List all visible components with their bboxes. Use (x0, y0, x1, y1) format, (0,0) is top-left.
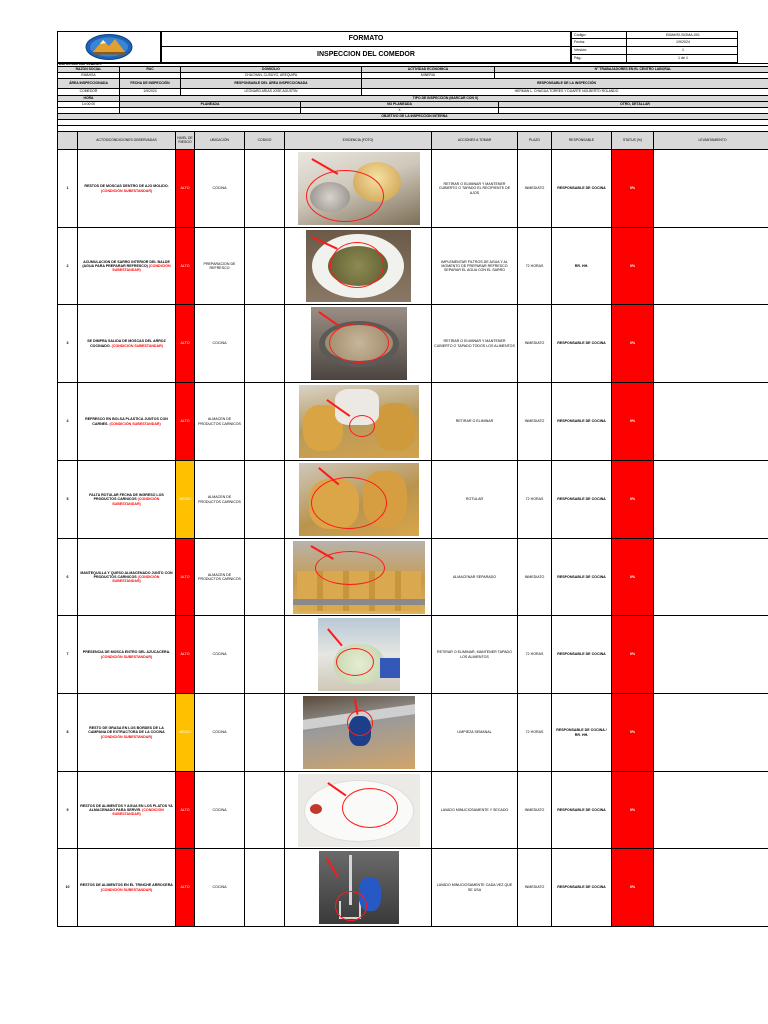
table-row (57, 772, 768, 849)
row-term: INMEDIATO (518, 539, 552, 615)
row-responsible: RESPONSABLE DE COCINA (552, 461, 612, 538)
inspection-value: HERMAN L. CHAGUA TORRES Y DUARTE NOLBERTO ROLANDO (514, 89, 619, 94)
evidence-photo (298, 152, 420, 225)
col-observation: ACTOS/CONDICIONES OBSERVADAS (78, 132, 176, 149)
risk-level: ALTO (176, 616, 195, 693)
evidence-photo (303, 696, 415, 769)
company-logo (84, 33, 134, 61)
row-lifting (654, 772, 768, 848)
employer-header: RAZON SOCIAL (58, 67, 120, 72)
inspection-header: RESPONSABLE DE LA INSPECCIÓN (537, 80, 596, 85)
row-location: PREPARACION DE REFRESCO (195, 228, 245, 304)
evidence-photo (298, 774, 420, 847)
evidence-photo (293, 541, 425, 614)
row-observation (78, 849, 176, 926)
row-action: LIMPIEZA SEMANAL (432, 694, 518, 771)
table-row (57, 150, 768, 228)
risk-level: ALTO (176, 849, 195, 926)
meta-row-page (571, 55, 738, 63)
row-responsible: RESPONSABLE DE COCINA (552, 539, 612, 615)
col-term: PLAZO (518, 132, 552, 149)
row-observation (78, 305, 176, 382)
row-action: RETIRAR O ELIMINAR Y MANTENER CUBIERTO O TAPADO EL RECIPIENTE DE AJOS (432, 150, 518, 227)
observation-text: ACUMULACION DE SARRO INTERIOR DEL BALDE (AGUA PARA PREPARAR REFRESCO) (82, 259, 170, 268)
row-status: 0% (612, 616, 654, 693)
annotation-circle (347, 710, 373, 736)
row-code (245, 694, 285, 771)
col-status: STATUS (%) (612, 132, 654, 149)
employer-header: N° TRABAJADORES EN EL CENTRO LABORAL (594, 66, 672, 71)
row-location: COCINA (195, 616, 245, 693)
row-action: RETIRAR O ELIMINAR, MANTENER TAPADO LOS ALIMENTOS (432, 616, 518, 693)
annotation-circle (311, 477, 387, 529)
row-status: 0% (612, 772, 654, 848)
type-mark-unplanned: X (301, 108, 499, 113)
row-number: 1 (58, 150, 78, 227)
row-code (245, 849, 285, 926)
annotation-circle (335, 891, 367, 921)
format-label: FORMATO (162, 32, 570, 47)
observation-text: MANTEQUILLA Y QUESO ALMACENADO JUNTO CON PRODUCTOS CARNICOS (80, 570, 173, 579)
risk-level: ALTO (176, 150, 195, 227)
employer-header: DOMICILIO (181, 67, 362, 72)
type-mark-other (499, 108, 768, 113)
row-action: RETIRAR O ELIMINAR (432, 383, 518, 460)
row-term: INMEDIATO (518, 849, 552, 926)
row-status: 0% (612, 694, 654, 771)
objective-label: OBJETIVO DE LA INSPECCIÓN INTERNA (381, 113, 448, 118)
annotation-circle (342, 788, 398, 828)
risk-level: ALTO (176, 228, 195, 304)
observation-text: RESTOS DE MOSCAS DENTRO DE AJO MOLIDO. (84, 184, 169, 189)
row-action: LAVADO MINUCIOSAMENTE CADA VEZ QUE SE USA (432, 849, 518, 926)
inspection-header: FECHA DE INSPECCIÓN (120, 79, 181, 88)
row-evidence (285, 616, 432, 693)
observation-text: SE DIMPRA SALIDA DE MOSCAS DEL ARROZ COCINADO. (87, 339, 166, 348)
row-action: ROTULAR (432, 461, 518, 538)
inspection-value: COMEDOR (58, 89, 120, 95)
condition-text: (CONDICIÓN SUBESTANDAR) (100, 887, 153, 892)
col-evidence: EVIDENCIA (FOTO) (285, 132, 432, 149)
row-responsible: RR. HH. (552, 228, 612, 304)
condition-text: (CONDICIÓN SUBESTANDAR) (112, 263, 171, 273)
meta-value: 1 (682, 48, 684, 52)
annotation-circle (306, 170, 384, 222)
row-number: 7 (58, 616, 78, 693)
risk-level: MEDIO (176, 694, 195, 771)
time-value: 14:00:00 (58, 102, 120, 107)
row-number: 9 (58, 772, 78, 848)
row-code (245, 305, 285, 382)
meta-key: Fecha: (572, 39, 627, 46)
time-label: HORA (58, 96, 120, 101)
row-location: COCINA (195, 772, 245, 848)
employer-header: ACTIVIDAD ECONOMICA (362, 67, 495, 72)
row-number: 3 (58, 305, 78, 382)
row-number: 2 (58, 228, 78, 304)
meta-row-version (571, 47, 738, 55)
observation-text: REFRESCO EN BOLSA PLASTICA JUNTOS CON CARNES. (85, 417, 168, 426)
col-number (58, 132, 78, 149)
row-responsible: RESPONSABLE DE COCINA (552, 772, 612, 848)
row-location: COCINA (195, 150, 245, 227)
table-row (57, 539, 768, 616)
meta-value: EMAHSI-SIGMA-001 (666, 33, 700, 37)
row-number: 4 (58, 383, 78, 460)
observation-text: FALTA ROTULAR FECHA DE INGRESO LOS PRODUCTOS CARNICOS (89, 493, 164, 502)
evidence-photo (319, 851, 399, 924)
row-lifting (654, 150, 768, 227)
row-evidence (285, 539, 432, 615)
row-lifting (654, 305, 768, 382)
row-code (245, 150, 285, 227)
annotation-arrow (319, 311, 340, 326)
logo-box (57, 31, 161, 63)
annotation-arrow (327, 628, 342, 646)
employer-value: CHUCHAN, CUSUYO, AREQUIPA (181, 73, 362, 78)
row-status: 0% (612, 383, 654, 460)
row-lifting (654, 849, 768, 926)
condition-text: (CONDICIÓN SUBESTANDAR) (112, 574, 160, 584)
condition-text: (CONDICIÓN SUBESTANDAR) (112, 497, 160, 506)
row-number: 10 (58, 849, 78, 926)
condition-text: (CONDICIÓN SUBESTANDAR) (111, 343, 163, 348)
row-status: 0% (612, 150, 654, 227)
col-risk: NIVEL DE RIESGO (176, 132, 195, 149)
plate-flower-decoration (310, 804, 322, 814)
table-row (57, 616, 768, 694)
employer-value (120, 73, 181, 78)
row-status: 0% (612, 461, 654, 538)
row-code (245, 539, 285, 615)
row-location: ALMACEN DE PRODUCTOS CARNICOS (195, 539, 245, 615)
row-code (245, 383, 285, 460)
meta-key: Versión: (572, 47, 627, 54)
observation-text: PRESENCIA DE MOSCA ENTRO DEL AZUCACERA. (82, 650, 171, 655)
evidence-photo (306, 230, 411, 302)
annotation-arrow (312, 158, 339, 174)
risk-level: ALTO (176, 305, 195, 382)
type-label: TIPO DE INSPECCIÓN (MARCAR CON X) (412, 95, 479, 100)
col-actions: ACCIONES A TOMAR (432, 132, 518, 149)
employer-value (495, 73, 768, 78)
table-row (57, 694, 768, 772)
row-status: 0% (612, 539, 654, 615)
meta-row-code (571, 31, 738, 39)
row-location: COCINA (195, 849, 245, 926)
row-term: 72 HORAS (518, 461, 552, 538)
table-row (57, 383, 768, 461)
row-evidence (285, 849, 432, 926)
annotation-circle (330, 242, 384, 288)
table-row (57, 461, 768, 539)
observation-text: RESTOS DE ALIMENTOS Y AGUA EN LOS PLATOS YA ALMACENADO PARA SERVIR. (80, 803, 173, 812)
row-responsible: RESPONSABLE DE COCINA (552, 305, 612, 382)
annotation-arrow (326, 857, 338, 877)
row-action: IMPLEMENTAR FILTROS DE AGUA Y AL MOMENTO DE PREPARAR REFRESCO SEPARAR EL AGUA CON EL SARRO (432, 228, 518, 304)
col-code: CODIGO (245, 132, 285, 149)
table-row (57, 849, 768, 927)
table-row (57, 305, 768, 383)
row-evidence (285, 305, 432, 382)
row-location: ALMACEN DE PRODUCTOS CARNICOS (195, 383, 245, 460)
table-row (57, 228, 768, 305)
row-evidence (285, 228, 432, 304)
row-code (245, 616, 285, 693)
row-action: RETIRAR O ELIMINAR Y MANTENER CUBIERTO O TAPADO TODOS LOS ALIMENTOS (432, 305, 518, 382)
row-action: LAVADO MINUCIOSAMENTE Y SECADO (432, 772, 518, 848)
col-lifting: LEVANTAMIENTO (698, 137, 727, 142)
condition-text: (CONDICIÓN SUBESTANDAR) (109, 421, 161, 426)
evidence-photo (311, 307, 407, 380)
row-lifting (654, 383, 768, 460)
row-status: 0% (612, 228, 654, 304)
inspection-header: ÁREA INSPECCIONADA (58, 79, 120, 88)
employer-value: EMAHSA (58, 73, 120, 78)
row-code (245, 461, 285, 538)
row-observation (78, 539, 176, 615)
employer-section-label: DATOS DEL EMPLEADOR: (57, 63, 768, 67)
inspection-value: 1/9/2024 (120, 89, 181, 95)
row-responsible: RESPONSABLE DE COCINA (552, 616, 612, 693)
row-location: COCINA (195, 305, 245, 382)
meta-value: 1 de 1 (678, 56, 688, 60)
inspection-header-row (57, 79, 768, 89)
row-status: 0% (612, 305, 654, 382)
row-responsible: RESPONSABLE DE COCINA (552, 383, 612, 460)
col-location: UBICACIÓN (195, 132, 245, 149)
type-option-planned: PLANEADA (120, 102, 301, 107)
table-header-row (57, 132, 768, 150)
row-status: 0% (612, 849, 654, 926)
row-lifting (654, 539, 768, 615)
row-lifting (654, 461, 768, 538)
row-term: 72 HORAS (518, 616, 552, 693)
condition-text: (CONDICIÓN SUBESTANDAR) (112, 807, 164, 817)
row-code (245, 228, 285, 304)
title-box (161, 31, 571, 63)
row-code (245, 772, 285, 848)
row-term: INMEDIATO (518, 383, 552, 460)
row-term: 72 HORAS (518, 228, 552, 304)
row-action: ALMACENAR SEPARADO (432, 539, 518, 615)
row-number: 5 (58, 461, 78, 538)
type-option-unplanned: NO PLANEADA (301, 102, 499, 107)
row-lifting (654, 694, 768, 771)
meta-row-date (571, 39, 738, 47)
row-number: 6 (58, 539, 78, 615)
risk-level: ALTO (176, 772, 195, 848)
condition-text: (CONDICIÓN SUBESTANDAR) (100, 188, 153, 193)
type-mark-planned (120, 108, 301, 113)
row-term: INMEDIATO (518, 150, 552, 227)
observation-text: RESTO DE GRASA EN LOS BORDES DE LA CAMPANA DE EXTRACTORA DE LA COCINA (88, 726, 165, 735)
meat-bag (375, 403, 415, 451)
meta-value: 1/9/2024 (676, 40, 690, 44)
observation-text: RESTOS DE ALIMENTOS EN EL TRINCHE ARROCERA (80, 883, 173, 888)
annotation-circle (336, 648, 374, 676)
row-observation (78, 461, 176, 538)
annotation-circle (349, 415, 375, 437)
inspection-header: RESPONSABLE DEL ÁREA INSPECCIONADA (181, 79, 362, 88)
condition-text: (CONDICIÓN SUBESTANDAR) (100, 734, 153, 739)
risk-level: ALTO (176, 539, 195, 615)
blue-item (380, 658, 400, 678)
condition-text: (CONDICIÓN SUBESTANDAR) (100, 654, 153, 659)
row-evidence (285, 694, 432, 771)
meta-key: Pág.: (572, 55, 627, 62)
evidence-photo (299, 463, 419, 536)
annotation-circle (329, 323, 389, 363)
row-responsible: RESPONSABLE DE COCINA / RR. HH. (552, 694, 612, 771)
row-evidence (285, 150, 432, 227)
inspection-value-row (57, 89, 768, 96)
evidence-photo (299, 385, 419, 458)
row-responsible: RESPONSABLE DE COCINA (552, 849, 612, 926)
employer-value: MINERIA (362, 73, 495, 78)
shelf-rail (293, 599, 425, 605)
row-evidence (285, 383, 432, 460)
row-lifting (654, 616, 768, 693)
meta-key: Código: (572, 32, 627, 39)
type-option-other: OTRO, DETALLAR (620, 101, 650, 106)
row-observation (78, 150, 176, 227)
row-term: INMEDIATO (518, 772, 552, 848)
row-term: INMEDIATO (518, 305, 552, 382)
row-observation (78, 228, 176, 304)
row-term: 72 HORAS (518, 694, 552, 771)
document-meta (571, 31, 738, 63)
row-observation (78, 694, 176, 771)
page-title: INSPECCION DEL COMEDOR (317, 51, 415, 58)
row-evidence (285, 772, 432, 848)
annotation-circle (315, 551, 385, 585)
row-location: COCINA (195, 694, 245, 771)
row-evidence (285, 461, 432, 538)
row-responsible: RESPONSABLE DE COCINA (552, 150, 612, 227)
col-responsible: RESPONSABLE (552, 132, 612, 149)
employer-header: RUC (120, 67, 181, 72)
row-number: 8 (58, 694, 78, 771)
evidence-photo (318, 618, 400, 691)
risk-level: MEDIO (176, 461, 195, 538)
row-observation (78, 616, 176, 693)
row-lifting (654, 228, 768, 304)
row-location: ALMACEN DE PRODUCTOS CARNICOS (195, 461, 245, 538)
row-observation (78, 383, 176, 460)
inspection-value: LEONARD ARIAS JOSE AGUSTIN (181, 89, 362, 95)
row-observation (78, 772, 176, 848)
risk-level: ALTO (176, 383, 195, 460)
